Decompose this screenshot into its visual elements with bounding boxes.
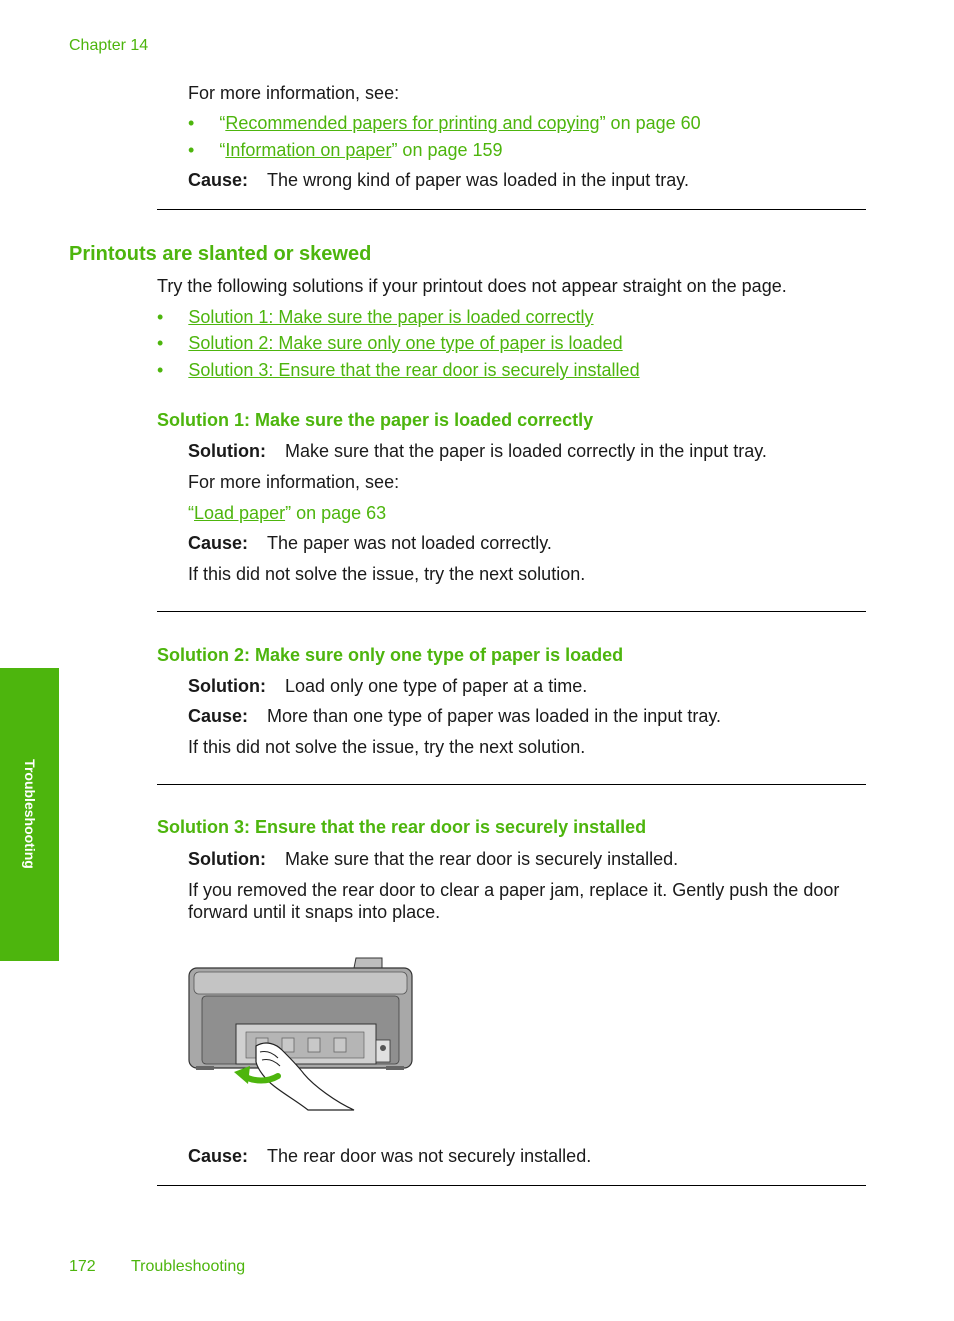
quote-open: “ (219, 140, 226, 160)
link-suffix: ” on page 60 (599, 113, 701, 133)
cause-text: More than one type of paper was loaded in the input tray. (267, 706, 722, 726)
side-tab-label: Troubleshooting (22, 759, 38, 869)
bullet: • (188, 113, 195, 133)
section-title: Printouts are slanted or skewed (69, 243, 372, 265)
next-solution-text: If this did not solve the issue, try the next solution. (188, 737, 586, 757)
quote-open: “ (188, 503, 194, 523)
solution-line (188, 848, 678, 870)
cause-line (188, 705, 721, 727)
quote-open: “ (219, 113, 226, 133)
bullet: • (157, 333, 164, 353)
list-item (157, 306, 594, 328)
link-recommended-papers[interactable]: Recommended papers for printing and copying (225, 113, 600, 133)
link-solution-3[interactable]: Solution 3: Ensure that the rear door is securely installed (188, 360, 640, 380)
cause-label: Cause: (188, 1146, 249, 1166)
link-solution-1[interactable]: Solution 1: Make sure the paper is loaded correctly (188, 307, 594, 327)
divider (157, 611, 866, 612)
cause-text: The paper was not loaded correctly. (267, 533, 552, 553)
cause-line (188, 169, 689, 191)
paragraph-line-1: If you removed the rear door to clear a paper jam, replace it. Gently push the door (188, 880, 840, 900)
solution-label: Solution: (188, 849, 266, 869)
divider (157, 1185, 866, 1186)
bullet: • (157, 360, 164, 380)
section-intro: Try the following solutions if your printout does not appear straight on the page. (157, 276, 787, 296)
list-item (188, 112, 701, 134)
solution-3-title: Solution 3: Ensure that the rear door is securely installed (157, 817, 647, 837)
next-solution-text: If this did not solve the issue, try the next solution. (188, 564, 586, 584)
cause-text: The wrong kind of paper was loaded in the input tray. (267, 170, 689, 190)
paragraph-line-2: forward until it snaps into place. (188, 902, 441, 922)
cause-label: Cause: (188, 706, 249, 726)
cause-label: Cause: (188, 170, 249, 190)
cause-line (188, 1145, 591, 1167)
solution-label: Solution: (188, 441, 266, 461)
solution-2-title: Solution 2: Make sure only one type of paper is loaded (157, 645, 624, 665)
link-solution-2[interactable]: Solution 2: Make sure only one type of paper is loaded (188, 333, 623, 353)
divider (157, 209, 866, 210)
solution-text: Make sure that the paper is loaded correctly in the input tray. (285, 441, 767, 461)
link-suffix: ” on page 159 (391, 140, 503, 160)
solution-1-title: Solution 1: Make sure the paper is loaded correctly (157, 410, 594, 430)
list-item (157, 332, 623, 354)
list-item (157, 359, 640, 381)
solution-line (188, 675, 587, 697)
footer-label: Troubleshooting (131, 1258, 246, 1275)
bullet: • (188, 140, 195, 160)
solution-text: Load only one type of paper at a time. (285, 676, 588, 696)
printer-rear-door-illustration (186, 954, 416, 1112)
solution-label: Solution: (188, 676, 266, 696)
section-side-tab (0, 668, 59, 961)
chapter-label: Chapter 14 (69, 37, 149, 54)
cause-text: The rear door was not securely installed. (267, 1146, 592, 1166)
list-item (188, 139, 503, 161)
bullet: • (157, 307, 164, 327)
solution-text: Make sure that the rear door is securely installed. (285, 849, 679, 869)
reference-line (188, 502, 386, 524)
divider (157, 784, 866, 785)
more-info-text: For more information, see: (188, 472, 400, 492)
cause-label: Cause: (188, 533, 249, 553)
cause-line (188, 532, 552, 554)
solution-line (188, 440, 767, 462)
more-info-text: For more information, see: (188, 83, 400, 103)
link-information-on-paper[interactable]: Information on paper (225, 140, 392, 160)
link-suffix: ” on page 63 (285, 503, 387, 523)
page-number: 172 (69, 1258, 96, 1275)
link-load-paper[interactable]: Load paper (194, 503, 286, 523)
